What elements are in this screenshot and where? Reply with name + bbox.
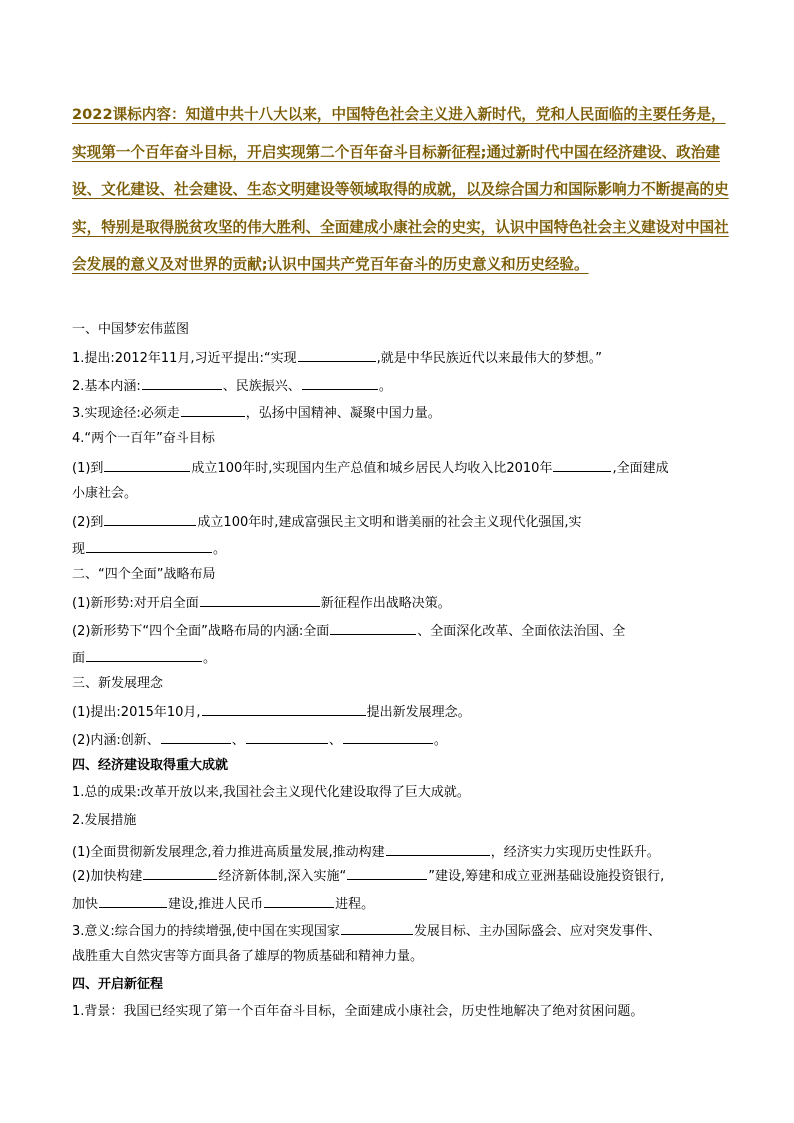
- s4-line-7: 战胜重大自然灾害等方面具备了雄厚的物质基础和精神力量。: [72, 949, 424, 964]
- fill-blank[interactable]: [343, 730, 433, 744]
- s1-line-3: 3.实现途径:必须走 ，弘扬中国精神、凝聚中国力量。: [72, 403, 441, 423]
- fill-blank[interactable]: [330, 621, 416, 635]
- fill-blank[interactable]: [143, 866, 217, 880]
- section-2-title: 二、“四个全面”战略布局: [72, 567, 216, 582]
- fill-blank[interactable]: [86, 648, 202, 662]
- s4-line-2: 2.发展措施: [72, 813, 137, 828]
- fill-blank[interactable]: [264, 894, 334, 908]
- s1-line-8: 现 。: [72, 539, 226, 559]
- section-3-title: 三、新发展理念: [72, 676, 164, 691]
- fill-blank[interactable]: [142, 376, 222, 390]
- s1-line-2: 2.基本内涵: 、民族振兴、 。: [72, 376, 392, 396]
- s4-line-3: (1)全面贯彻新发展理念,着力推进高质量发展,推动构建 ，经济实力实现历史性跃升。: [72, 842, 660, 862]
- fill-blank[interactable]: [246, 730, 328, 744]
- fill-blank[interactable]: [347, 866, 427, 880]
- fill-blank[interactable]: [341, 921, 413, 935]
- fill-blank[interactable]: [99, 894, 167, 908]
- fill-blank[interactable]: [181, 403, 245, 417]
- fill-blank[interactable]: [86, 539, 212, 553]
- s1-line-4: 4.“两个一百年”奋斗目标: [72, 431, 215, 446]
- fill-blank[interactable]: [298, 348, 376, 362]
- s1-line-5: (1)到 成立100年时,实现国内生产总值和城乡居民人均收入比2010年 ,全面建成: [72, 458, 669, 478]
- s1-line-7: (2)到 成立100年时,建成富强民主文明和谐美丽的社会主义现代化强国,实: [72, 512, 582, 532]
- section-5-title: 四、开启新征程: [72, 977, 164, 992]
- s2-line-2: (2)新形势下“四个全面”战略布局的内涵:全面 、全面深化改革、全面依法治国、全: [72, 621, 625, 641]
- s5-line-1: 1.背景：我国已经实现了第一个百年奋斗目标，全面建成小康社会，历史性地解决了绝对贫困问题。: [72, 1004, 644, 1019]
- section-1-title: 一、中国梦宏伟蓝图: [72, 322, 190, 337]
- s4-line-4: (2)加快构建 经济新体制,深入实施“ ”建设,筹建和成立亚洲基础设施投资银行,: [72, 866, 664, 886]
- fill-blank[interactable]: [200, 593, 320, 607]
- s1-line-6: 小康社会。: [72, 486, 138, 501]
- s4-line-6: 3.意义:综合国力的持续增强,使中国在实现国家 发展目标、主办国际盛会、应对突发事件、: [72, 921, 661, 941]
- s2-line-3: 面 。: [72, 648, 216, 668]
- s3-line-1: (1)提出:2015年10月, 提出新发展理念。: [72, 702, 471, 722]
- fill-blank[interactable]: [386, 842, 490, 856]
- s4-line-5: 加快 建设,推进人民币 进程。: [72, 894, 374, 914]
- s3-line-2: (2)内涵:创新、 、 、 。: [72, 730, 447, 750]
- s1-line-1: 1.提出:2012年11月,习近平提出:“实现 ,就是中华民族近代以来最伟大的梦想。”: [72, 348, 602, 368]
- fill-blank[interactable]: [553, 458, 611, 472]
- section-4-title: 四、经济建设取得重大成就: [72, 758, 229, 773]
- fill-blank[interactable]: [104, 458, 190, 472]
- fill-blank[interactable]: [302, 376, 378, 390]
- fill-blank[interactable]: [202, 702, 366, 716]
- fill-blank[interactable]: [161, 730, 231, 744]
- s2-line-1: (1)新形势:对开启全面 新征程作出战略决策。: [72, 593, 451, 613]
- curriculum-standard: 2022课标内容：知道中共十八大以来，中国特色社会主义进入新时代，党和人民面临的主要任务是，实现第一个百年奋斗目标，开启实现第二个百年奋斗目标新征程;通过新时代中国在经济建设、政治建设、文化建设、社会建设、生态文明建设等领域取得的成就，以及综合国力和国际影响力不断提高的史实，特别是取得脱贫攻坚的伟大胜利、全面建成小康社会的史实，认识中国特色社会主义建设对中国社会发展的意义及对世界的贡献;认识中国共产党百年奋斗的历史意义和历史经验。: [72, 106, 729, 273]
- fill-blank[interactable]: [104, 512, 196, 526]
- s4-line-1: 1.总的成果:改革开放以来,我国社会主义现代化建设取得了巨大成就。: [72, 785, 470, 800]
